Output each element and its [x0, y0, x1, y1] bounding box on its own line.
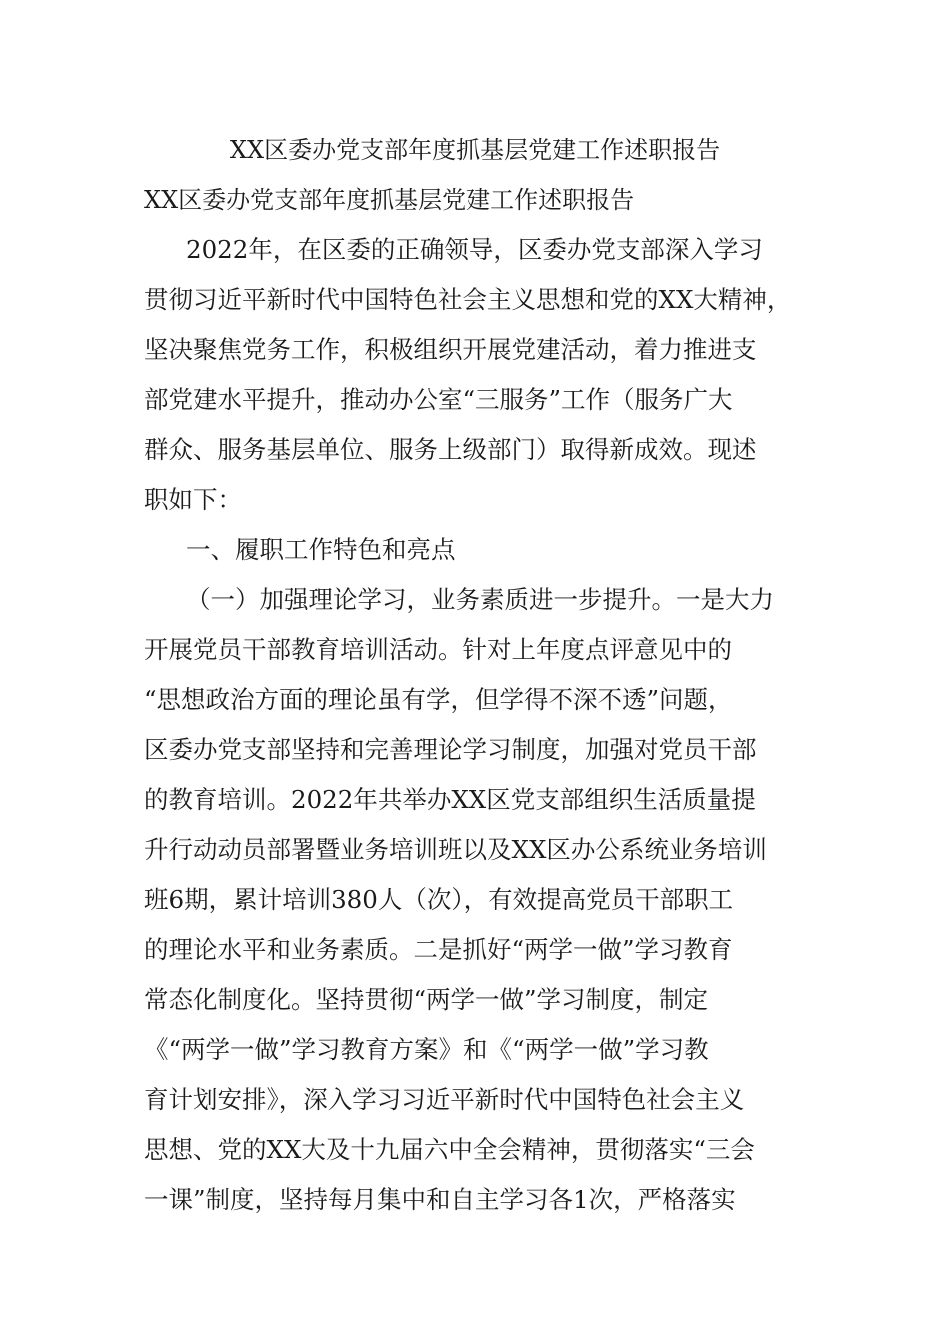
paragraph-line: 常态化制度化。坚持贯彻“两学一做”学习制度，制定 — [144, 985, 709, 1014]
paragraph-line: 区委办党支部坚持和完善理论学习制度，加强对党员干部 — [144, 735, 757, 764]
paragraph-line: 思想、党的XX大及十九届六中全会精神，贯彻落实“三会 — [144, 1135, 755, 1164]
paragraph-line: 《“两学一做”学习教育方案》和《“两学一做”学习教 — [144, 1035, 709, 1064]
paragraph-line: 班6期，累计培训380人（次），有效提高党员干部职工 — [144, 885, 734, 914]
paragraph-line: 一课”制度，坚持每月集中和自主学习各1次，严格落实 — [144, 1185, 736, 1214]
paragraph-line: 贯彻习近平新时代中国特色社会主义思想和党的XX大精神， — [144, 285, 792, 314]
paragraph-line: 坚决聚焦党务工作，积极组织开展党建活动，着力推进支 — [144, 335, 757, 364]
paragraph-line: 2022年，在区委的正确领导，区委办党支部深入学习 — [186, 235, 763, 264]
paragraph-line: 群众、服务基层单位、服务上级部门）取得新成效。现述 — [144, 435, 757, 464]
paragraph-line: “思想政治方面的理论虽有学，但学得不深不透”问题， — [144, 685, 733, 714]
document-subtitle: XX区委办党支部年度抓基层党建工作述职报告 — [144, 186, 635, 214]
paragraph-line: 升行动动员部署暨业务培训班以及XX区办公系统业务培训 — [144, 835, 767, 864]
paragraph-line: 开展党员干部教育培训活动。针对上年度点评意见中的 — [144, 635, 732, 664]
section-heading: 一、履职工作特色和亮点 — [186, 535, 456, 564]
paragraph-line: （一）加强理论学习，业务素质进一步提升。一是大力 — [186, 585, 774, 614]
paragraph-line: 育计划安排》，深入学习习近平新时代中国特色社会主义 — [144, 1085, 745, 1114]
paragraph-line: 职如下： — [144, 485, 242, 514]
paragraph-line: 部党建水平提升，推动办公室“三服务”工作（服务广大 — [144, 385, 733, 414]
document-title: XX区委办党支部年度抓基层党建工作述职报告 — [229, 136, 721, 164]
paragraph-line: 的教育培训。2022年共举办XX区党支部组织生活质量提 — [144, 785, 756, 814]
paragraph-line: 的理论水平和业务素质。二是抓好“两学一做”学习教育 — [144, 935, 733, 964]
